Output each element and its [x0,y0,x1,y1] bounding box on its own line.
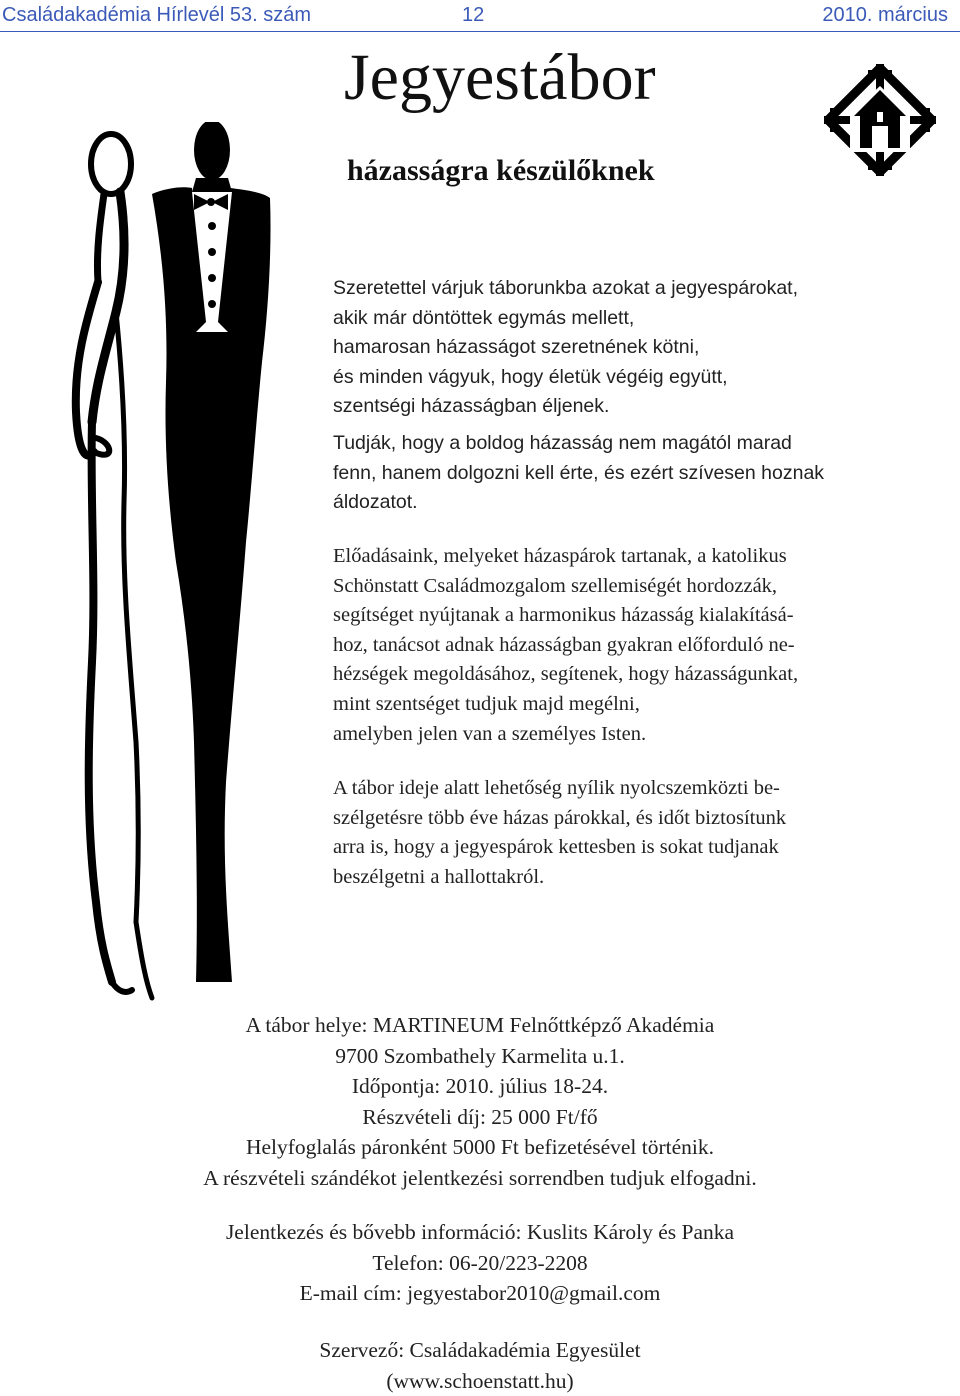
acceptance-line: A részvételi szándékot jelentkezési sorrendben tudjuk elfogadni. [203,1165,757,1190]
page-number: 12 [462,4,485,26]
page-subtitle: házasságra készülőknek [347,154,655,187]
organizer-details [0,1335,960,1396]
text-line: A tábor ideje alatt lehetőség nyílik nyolcszemközti be- [333,777,780,799]
main-text [333,274,933,888]
text-line: amelyben jelen van a személyes Isten. [333,722,647,745]
text-line: hézségek megoldásához, segítenek, hogy házasságunkat, [333,663,799,686]
contact-details [0,1217,960,1309]
schoenstatt-family-logo-icon [824,64,936,176]
lectures-paragraph [333,542,798,749]
text-line: segítséget nyújtanak a harmonikus házasság kialakításá- [333,604,794,627]
address-line: 9700 Szombathely Karmelita u.1. [335,1043,625,1068]
text-line: szentségi házasságban éljenek. [333,395,610,418]
camp-paragraph [333,774,786,892]
text-line: Szeretettel várjuk táborunkba azokat a jegyespárokat, [333,277,799,299]
email-line: E-mail cím: jegyestabor2010@gmail.com [299,1281,661,1305]
organizer-line: Szervező: Családakadémia Egyesület [319,1338,641,1362]
text-line: mint szentséget tudjuk majd megélni, [333,692,640,715]
text-line: beszélgetni a hallottakról. [333,865,545,888]
dates-line: Időpontja: 2010. július 18-24. [351,1074,609,1098]
text-line: és minden vágyuk, hogy életük végéig együtt, [333,365,728,388]
location-line: A tábor helye: MARTINEUM Felnőttképző Akadémia [245,1013,715,1037]
camp-details [0,1010,960,1193]
newsletter-name: Családakadémia Hírlevél 53. szám [2,4,312,26]
text-line: Tudják, hogy a boldog házasság nem magától marad [333,432,792,454]
phone-line: Telefon: 06-20/223-2208 [372,1250,588,1275]
text-line: Előadásaink, melyeket házaspárok tartanak, a katolikus [333,545,787,567]
text-line: fenn, hanem dolgozni kell érte, és ezért szívesen hoznak [333,461,825,484]
bride-and-groom-illustration [56,122,296,1002]
text-line: Schönstatt Családmozgalom szellemiségét hordozzák, [333,574,778,597]
header-rule [0,31,960,32]
intro-paragraph [333,274,933,422]
text-line: akik már döntöttek egymás mellett, [333,306,635,329]
text-line: szélgetésre több éve házas párokkal, és időt biztosítunk [333,806,787,829]
text-line: arra is, hogy a jegyespárok kettesben is sokat tudjanak [333,836,779,859]
website-line: (www.schoenstatt.hu) [386,1368,574,1393]
issue-date: 2010. március [822,4,948,26]
deposit-line: Helyfoglalás páronként 5000 Ft befizetésével történik. [245,1135,715,1159]
text-line: hoz, tanácsot adnak házasságban gyakran előforduló ne- [333,633,795,656]
second-paragraph [333,429,824,518]
text-line: áldozatot. [333,491,418,514]
page-title: Jegyestábor [344,41,656,114]
fee-line: Részvételi díj: 25 000 Ft/fő [362,1104,598,1129]
page-header [0,0,960,34]
contact-person-line: Jelentkezés és bővebb információ: Kuslits Károly és Panka [225,1220,735,1244]
text-line: hamarosan házasságot szeretnének kötni, [333,336,700,359]
